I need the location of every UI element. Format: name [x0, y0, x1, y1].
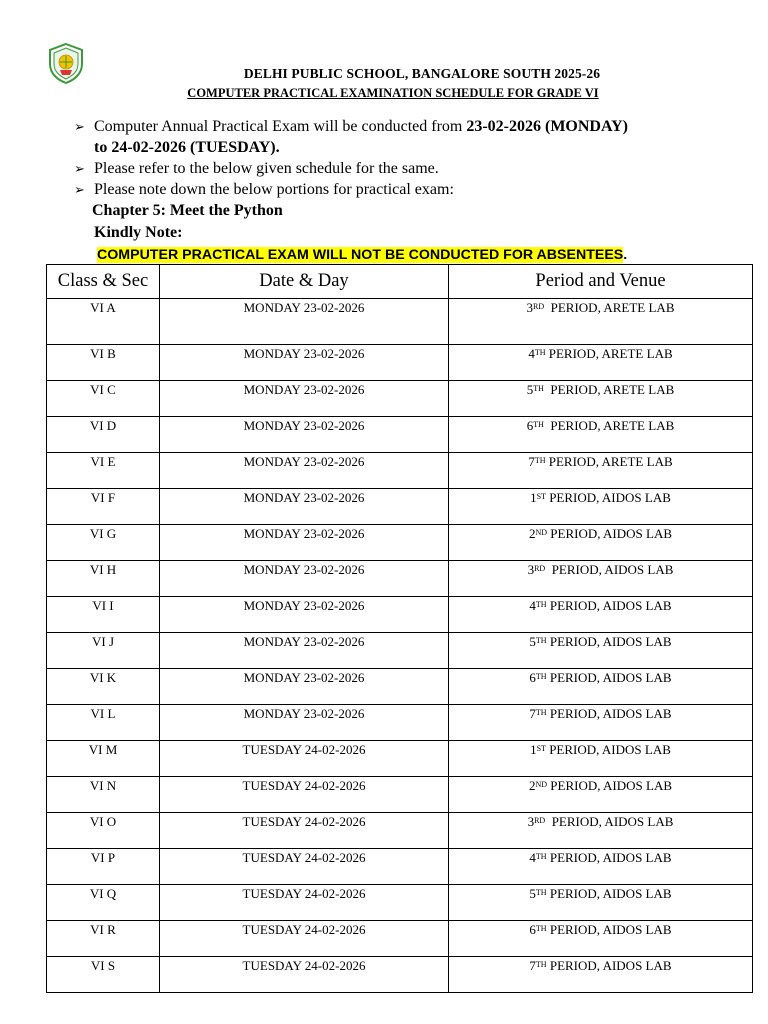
class-sec-cell: VI F	[47, 489, 160, 525]
table-row	[47, 633, 753, 669]
period-ordinal-suffix: RD	[533, 302, 545, 311]
table-row	[47, 669, 753, 705]
table-row	[47, 299, 753, 345]
period-ordinal-suffix: TH	[535, 924, 547, 933]
arrow-bullet-icon: ➢	[74, 119, 85, 134]
date-day-cell: TUESDAY 24-02-2026	[160, 957, 449, 993]
venue-text: PERIOD, AIDOS LAB	[546, 706, 672, 721]
header-class-sec: Class & Sec	[47, 265, 160, 299]
table-row	[47, 849, 753, 885]
period-venue-cell	[449, 705, 753, 741]
venue-text: PERIOD, AIDOS LAB	[546, 598, 672, 613]
period-number: 7	[529, 706, 536, 721]
period-number: 7	[529, 958, 536, 973]
period-ordinal-suffix: ND	[535, 528, 548, 537]
table-row	[47, 777, 753, 813]
venue-text: PERIOD, AIDOS LAB	[546, 958, 672, 973]
period-number: 5	[526, 382, 534, 397]
class-sec-cell: VI C	[47, 381, 160, 417]
period-number: 6	[526, 418, 534, 433]
date-day-cell: MONDAY 23-02-2026	[160, 669, 449, 705]
arrow-bullet-icon: ➢	[74, 161, 85, 176]
period-venue-cell	[449, 453, 753, 489]
period-ordinal-suffix: ST	[536, 744, 546, 753]
class-sec-cell: VI H	[47, 561, 160, 597]
period-ordinal-suffix: TH	[535, 960, 547, 969]
date-day-cell: MONDAY 23-02-2026	[160, 299, 449, 345]
period-ordinal-suffix: TH	[535, 888, 547, 897]
date-day-cell: MONDAY 23-02-2026	[160, 417, 449, 453]
class-sec-cell: VI L	[47, 705, 160, 741]
header-period-venue: Period and Venue	[449, 265, 753, 299]
period-number: 3	[527, 814, 535, 829]
kindly-note-label: Kindly Note:	[94, 224, 183, 241]
chapter-portion: Chapter 5: Meet the Python	[92, 202, 283, 219]
period-number: 2	[528, 778, 536, 793]
venue-text: PERIOD, ARETE LAB	[543, 382, 675, 397]
arrow-bullet-icon: ➢	[74, 182, 85, 197]
period-venue-cell	[449, 597, 753, 633]
period-number: 4	[529, 850, 536, 865]
period-ordinal-suffix: TH	[535, 600, 547, 609]
period-ordinal-suffix: ND	[535, 780, 548, 789]
class-sec-cell: VI S	[47, 957, 160, 993]
table-row	[47, 957, 753, 993]
date-day-cell: TUESDAY 24-02-2026	[160, 921, 449, 957]
table-row	[47, 345, 753, 381]
table-header-row	[47, 265, 753, 299]
period-venue-cell	[449, 525, 753, 561]
venue-text: PERIOD, ARETE LAB	[545, 454, 673, 469]
period-venue-cell	[449, 345, 753, 381]
period-number: 5	[529, 634, 536, 649]
period-ordinal-suffix: RD	[534, 564, 546, 573]
date-day-cell: TUESDAY 24-02-2026	[160, 849, 449, 885]
class-sec-cell: VI G	[47, 525, 160, 561]
date-day-cell: MONDAY 23-02-2026	[160, 453, 449, 489]
venue-text: PERIOD, AIDOS LAB	[545, 814, 674, 829]
notes-list	[74, 116, 714, 200]
period-number: 2	[528, 526, 536, 541]
period-venue-cell	[449, 299, 753, 345]
class-sec-cell: VI J	[47, 633, 160, 669]
table-row	[47, 741, 753, 777]
class-sec-cell: VI N	[47, 777, 160, 813]
period-ordinal-suffix: TH	[535, 852, 547, 861]
period-number: 4	[528, 346, 535, 361]
table-row	[47, 561, 753, 597]
header-date-day: Date & Day	[160, 265, 449, 299]
absentees-notice: COMPUTER PRACTICAL EXAM WILL NOT BE CONDUCTED FOR ABSENTEES.	[97, 247, 628, 263]
venue-text: PERIOD, AIDOS LAB	[546, 850, 672, 865]
venue-text: PERIOD, AIDOS LAB	[545, 742, 671, 757]
period-venue-cell	[449, 669, 753, 705]
class-sec-cell: VI R	[47, 921, 160, 957]
date-day-cell: TUESDAY 24-02-2026	[160, 777, 449, 813]
period-ordinal-suffix: TH	[533, 384, 544, 393]
date-day-cell: MONDAY 23-02-2026	[160, 561, 449, 597]
class-sec-cell: VI K	[47, 669, 160, 705]
table-row	[47, 453, 753, 489]
period-venue-cell	[449, 561, 753, 597]
date-day-cell: MONDAY 23-02-2026	[160, 381, 449, 417]
school-title: DELHI PUBLIC SCHOOL, BANGALORE SOUTH 2025-26	[243, 66, 601, 81]
date-day-cell: MONDAY 23-02-2026	[160, 345, 449, 381]
note-item: ➢ Please refer to the below given schedule for the same.	[74, 160, 439, 177]
period-ordinal-suffix: TH	[535, 636, 547, 645]
venue-text: PERIOD, AIDOS LAB	[546, 670, 672, 685]
period-venue-cell	[449, 741, 753, 777]
date-day-cell: MONDAY 23-02-2026	[160, 633, 449, 669]
period-venue-cell	[449, 885, 753, 921]
period-ordinal-suffix: TH	[535, 708, 547, 717]
period-ordinal-suffix: TH	[534, 348, 546, 357]
table-row	[47, 381, 753, 417]
date-day-cell: MONDAY 23-02-2026	[160, 489, 449, 525]
table-row	[47, 597, 753, 633]
date-day-cell: MONDAY 23-02-2026	[160, 597, 449, 633]
class-sec-cell: VI M	[47, 741, 160, 777]
date-day-cell: MONDAY 23-02-2026	[160, 525, 449, 561]
table-row	[47, 417, 753, 453]
period-number: 3	[527, 562, 535, 577]
date-day-cell: TUESDAY 24-02-2026	[160, 741, 449, 777]
date-day-cell: TUESDAY 24-02-2026	[160, 813, 449, 849]
period-venue-cell	[449, 957, 753, 993]
period-number: 6	[529, 922, 536, 937]
period-venue-cell	[449, 813, 753, 849]
class-sec-cell: VI I	[47, 597, 160, 633]
table-row	[47, 525, 753, 561]
class-sec-cell: VI Q	[47, 885, 160, 921]
period-ordinal-suffix: RD	[534, 816, 546, 825]
period-number: 3	[526, 300, 533, 315]
class-sec-cell: VI B	[47, 345, 160, 381]
period-ordinal-suffix: ST	[536, 492, 546, 501]
period-number: 7	[528, 454, 535, 469]
period-number: 4	[529, 598, 536, 613]
note-item: ➢ Computer Annual Practical Exam will be conducted from 23-02-2026 (MONDAY) to 24-02-2026 (TUESDAY).	[74, 118, 628, 156]
venue-text: PERIOD, ARETE LAB	[545, 346, 673, 361]
class-sec-cell: VI O	[47, 813, 160, 849]
period-venue-cell	[449, 849, 753, 885]
venue-text: PERIOD, ARETE LAB	[543, 418, 675, 433]
schedule-title: COMPUTER PRACTICAL EXAMINATION SCHEDULE FOR GRADE VI	[187, 86, 599, 100]
class-sec-cell: VI P	[47, 849, 160, 885]
venue-text: PERIOD, AIDOS LAB	[546, 634, 672, 649]
venue-text: PERIOD, AIDOS LAB	[545, 562, 674, 577]
period-ordinal-suffix: TH	[533, 420, 544, 429]
venue-text: PERIOD, AIDOS LAB	[546, 922, 672, 937]
date-day-cell: MONDAY 23-02-2026	[160, 705, 449, 741]
period-venue-cell	[449, 633, 753, 669]
date-day-cell: TUESDAY 24-02-2026	[160, 885, 449, 921]
period-venue-cell	[449, 921, 753, 957]
venue-text: PERIOD, AIDOS LAB	[547, 778, 673, 793]
period-venue-cell	[449, 381, 753, 417]
table-row	[47, 921, 753, 957]
venue-text: PERIOD, AIDOS LAB	[546, 886, 672, 901]
table-row	[47, 813, 753, 849]
period-venue-cell	[449, 777, 753, 813]
period-venue-cell	[449, 489, 753, 525]
table-row	[47, 885, 753, 921]
venue-text: PERIOD, AIDOS LAB	[547, 526, 673, 541]
period-number: 5	[529, 886, 536, 901]
period-number: 6	[529, 670, 536, 685]
period-number: 1	[530, 742, 537, 757]
table-row	[47, 705, 753, 741]
class-sec-cell: VI E	[47, 453, 160, 489]
class-sec-cell: VI D	[47, 417, 160, 453]
venue-text: PERIOD, AIDOS LAB	[545, 490, 671, 505]
class-sec-cell: VI A	[47, 299, 160, 345]
note-item: ➢ Please note down the below portions for practical exam:	[74, 181, 454, 198]
schedule-table	[46, 264, 753, 993]
period-number: 1	[530, 490, 537, 505]
period-venue-cell	[449, 417, 753, 453]
table-row	[47, 489, 753, 525]
period-ordinal-suffix: TH	[535, 672, 547, 681]
venue-text: PERIOD, ARETE LAB	[544, 300, 675, 315]
period-ordinal-suffix: TH	[534, 456, 546, 465]
